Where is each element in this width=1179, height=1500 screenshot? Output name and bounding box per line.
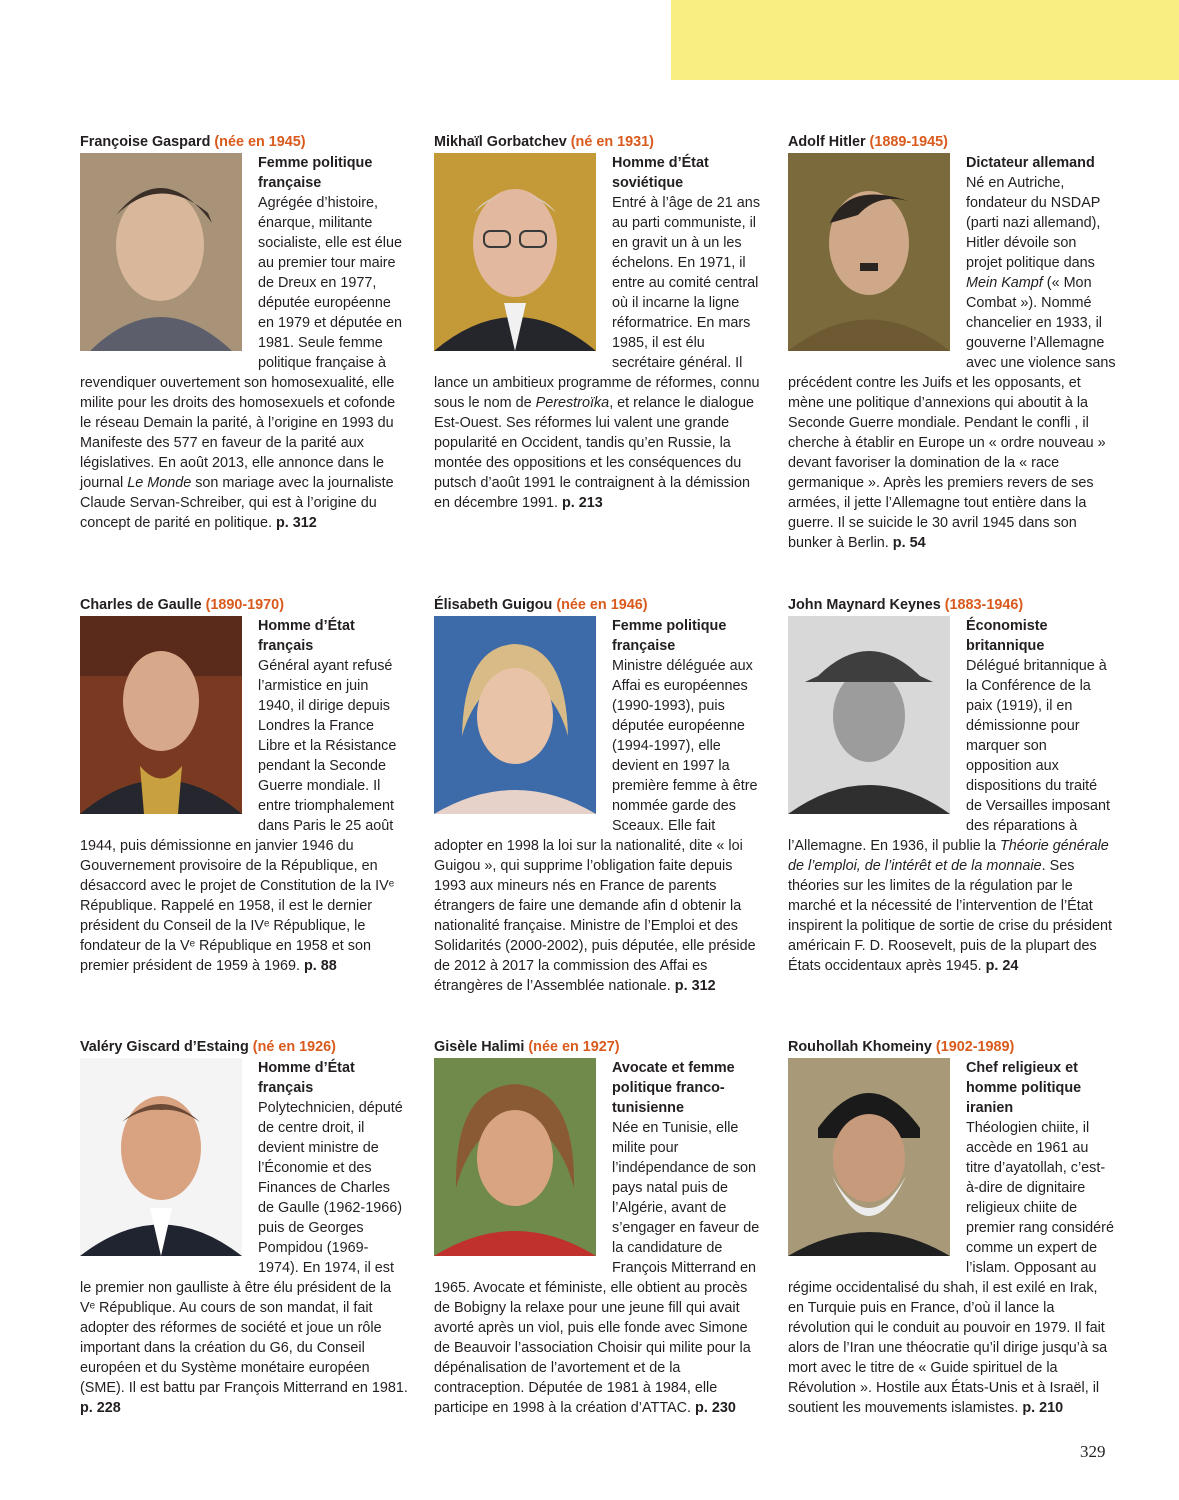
entry-heading [80, 132, 408, 152]
portrait-photo [80, 153, 242, 351]
person-dates: (née en 1946) [556, 597, 648, 613]
person-bio: Né en Autriche, fondateur du NSDAP (parti nazi allemand), Hitler dévoile son projet politique dans Mein Kampf (« Mon Combat »). Nommé chancelier en 1933, il gouverne l’Allemagne avec une violence sans précédent contre les Juifs et les opposants, et mène une politique d’annexions qui aboutit à la Seconde Guerre mondiale. Pendant le confli , il cherche à établir en Europe un « ordre nouveau » devant favoriser la domination de la « race germanique ». Après les premiers revers de ses armées, il jette l’Allemagne tout entière dans la guerre. Il se suicide le 30 avril 1945 dans son bunker à Berlin. p. 54 [788, 175, 1116, 551]
person-dates: (né en 1926) [252, 1039, 336, 1055]
person-bio: Délégué britannique à la Conférence de la paix (1919), il en démissionne pour marquer son opposition aux dispositions du traité de Versailles imposant des réparations à l’Allemagne. En 1936, il publie la Théorie générale de l’emploi, de l’intérêt et de la monnaie. Ses théories sur les limites de la régulation par le marché et la nécessité de l’intervention de l’État inspirent la politique de sortie de crise du président américain F. D. Roosevelt, puis de la plupart des États occidentaux après 1945. p. 24 [788, 658, 1112, 974]
page-reference: p. 88 [304, 958, 337, 974]
portrait-photo [434, 1058, 596, 1256]
page-reference: p. 24 [985, 958, 1019, 974]
person-bio: Ministre déléguée aux Affai es européennes (1990-1993), puis députée européenne (1994-1997), elle devient en 1997 la première femme à être nommée garde des Sceaux. Elle fait adopter en 1998 la loi sur la nationalité, dite « loi Guigou », qui supprime l’obligation faite depuis 1993 aux mineurs nés en France de parents étrangers de faire une demande afin d obtenir la nationalité française. Ministre de l’Emploi et des Solidarités (2000-2002), puis députée, elle préside de 2012 à 2017 la commission des Affai es étrangères de l’Assemblée nationale. p. 312 [434, 658, 758, 994]
portrait-photo [788, 616, 950, 814]
page-number: 329 [1080, 1442, 1106, 1461]
person-entry-keynes [788, 595, 1116, 976]
portrait-photo [80, 1058, 242, 1256]
person-role: Femme politique française [258, 155, 373, 191]
person-entry-halimi [434, 1037, 762, 1418]
person-bio: Théologien chiite, il accède en 1961 au titre d’ayatollah, c’est-à-dire de dignitaire religieux chiite de premier rang considéré comme un expert de l’islam. Opposant au régime occidentalisé du shah, il est exilé en Irak, en Turquie puis en France, d’où il lance la révolution qui le conduit au pouvoir en 1979. Il fait alors de l’Iran une théocratie qu’il dirige jusqu’à sa mort avec le titre de « Guide spirituel de la Révolution ». Hostile aux États-Unis et à Israël, il soutient les mouvements islamistes. p. 210 [788, 1120, 1114, 1416]
person-role: Avocate et femme politique franco-tunisienne [612, 1060, 735, 1116]
entry-heading [434, 595, 762, 615]
entry-heading [434, 1037, 762, 1057]
person-name: Charles de Gaulle [80, 597, 202, 613]
person-name: Valéry Giscard d’Estaing [80, 1039, 249, 1055]
entry-heading [788, 132, 1116, 152]
page-reference: p. 312 [276, 515, 317, 531]
person-dates: (1883-1946) [944, 597, 1024, 613]
person-entry-khomeiny [788, 1037, 1116, 1418]
corner-color-band [671, 0, 1179, 80]
person-role: Chef religieux et homme politique iranien [966, 1060, 1082, 1116]
person-bio: Général ayant refusé l’armistice en juin 1940, il dirige depuis Londres la France Libre et la Résistance pendant la Seconde Guerre mondiale. Il entre triomphalement dans Paris le 25 août 1944, puis démissionne en janvier 1946 du Gouvernement provisoire de la République, en désaccord avec le projet de Constitution de la IVᵉ République. Rappelé en 1958, il est le dernier président du Conseil de la IVᵉ République, le fondateur de la Vᵉ République en 1958 et son premier président de 1959 à 1969. p. 88 [80, 658, 397, 974]
page-reference: p. 228 [80, 1400, 121, 1416]
person-name: Rouhollah Khomeiny [788, 1039, 932, 1055]
person-entry-gaspard [80, 132, 408, 533]
person-entry-de-gaulle [80, 595, 408, 976]
person-dates: (née en 1927) [528, 1039, 620, 1055]
person-dates: (né en 1931) [570, 134, 654, 150]
portrait-photo [788, 1058, 950, 1256]
portrait-photo [434, 616, 596, 814]
person-role: Économiste britannique [966, 618, 1048, 654]
person-bio: Polytechnicien, député de centre droit, il devient ministre de l’Économie et des Finances de Charles de Gaulle (1962-1966) puis de Georges Pompidou (1969-1974). En 1974, il est le premier non gaulliste à être élu président de la Vᵉ République. Au cours de son mandat, il fait adopter des réformes de société et joue un rôle important dans la création du G6, du Conseil européen et du Système monétaire européen (SME). Il est battu par François Mitterrand en 1981. p. 228 [80, 1100, 408, 1416]
page-reference: p. 213 [562, 495, 603, 511]
person-name: John Maynard Keynes [788, 597, 941, 613]
person-dates: (née en 1945) [214, 134, 306, 150]
person-entry-giscard [80, 1037, 408, 1418]
person-role: Homme d’État soviétique [612, 155, 709, 191]
person-name: Élisabeth Guigou [434, 597, 553, 613]
person-name: Gisèle Halimi [434, 1039, 525, 1055]
person-name: Françoise Gaspard [80, 134, 211, 150]
person-dates: (1889-1945) [869, 134, 948, 150]
person-entry-hitler [788, 132, 1116, 553]
portrait-photo [434, 153, 596, 351]
person-role: Homme d’État français [258, 618, 355, 654]
entry-heading [80, 1037, 408, 1057]
person-entry-guigou [434, 595, 762, 996]
person-name: Adolf Hitler [788, 134, 866, 150]
person-role: Dictateur allemand [966, 155, 1095, 171]
person-bio: Agrégée d’histoire, énarque, militante socialiste, elle est élue au premier tour maire de Dreux en 1977, députée européenne en 1979 et députée en 1981. Seule femme politique française à revendiquer ouvertement son homosexualité, elle milite pour les droits des homosexuels et cofonde le réseau Demain la parité, à l’origine en 1993 du Manifeste des 577 en faveur de la parité aux législatives. En août 2013, elle annonce dans le journal Le Monde son mariage avec la journaliste Claude Servan-Schreiber, qui est à l’origine du concept de parité en politique. p. 312 [80, 195, 403, 531]
portrait-photo [80, 616, 242, 814]
person-name: Mikhaïl Gorbatchev [434, 134, 567, 150]
entry-heading [80, 595, 408, 615]
person-bio: Entré à l’âge de 21 ans au parti communiste, il en gravit un à un les échelons. En 1971, il entre au comité central où il incarne la ligne réformatrice. En mars 1985, il est élu secrétaire général. Il lance un ambitieux programme de réformes, connu sous le nom de Perestroïka, et relance le dialogue Est-Ouest. Ses réformes lui valent une grande popularité en Occident, tandis qu’en Russie, la montée des oppositions et les conséquences du putsch d’août 1991 le contraignent à la démission en décembre 1991. p. 213 [434, 195, 761, 511]
portrait-photo [788, 153, 950, 351]
entry-heading [788, 1037, 1116, 1057]
page-reference: p. 312 [674, 978, 716, 994]
page-reference: p. 230 [695, 1400, 736, 1416]
entry-heading [788, 595, 1116, 615]
person-role: Homme d’État français [258, 1060, 355, 1096]
person-bio: Née en Tunisie, elle milite pour l’indépendance de son pays natal puis de l’Algérie, avant de s’engager en faveur de la candidature de François Mitterrand en 1965. Avocate et féministe, elle obtient au procès de Bobigny la relaxe pour une jeune fill qui avait avorté après un viol, puis elle fonde avec Simone de Beauvoir l’association Choisir qui milite pour la dépénalisation de l’avortement et de la contraception. Députée de 1981 à 1984, elle participe en 1998 à la création d’ATTAC. p. 230 [434, 1120, 760, 1416]
page-reference: p. 54 [892, 535, 926, 551]
page-reference: p. 210 [1022, 1400, 1064, 1416]
entry-heading [434, 132, 762, 152]
person-entry-gorbatchev [434, 132, 762, 513]
person-dates: (1902-1989) [935, 1039, 1015, 1055]
person-dates: (1890-1970) [205, 597, 284, 613]
person-role: Femme politique française [612, 618, 727, 654]
